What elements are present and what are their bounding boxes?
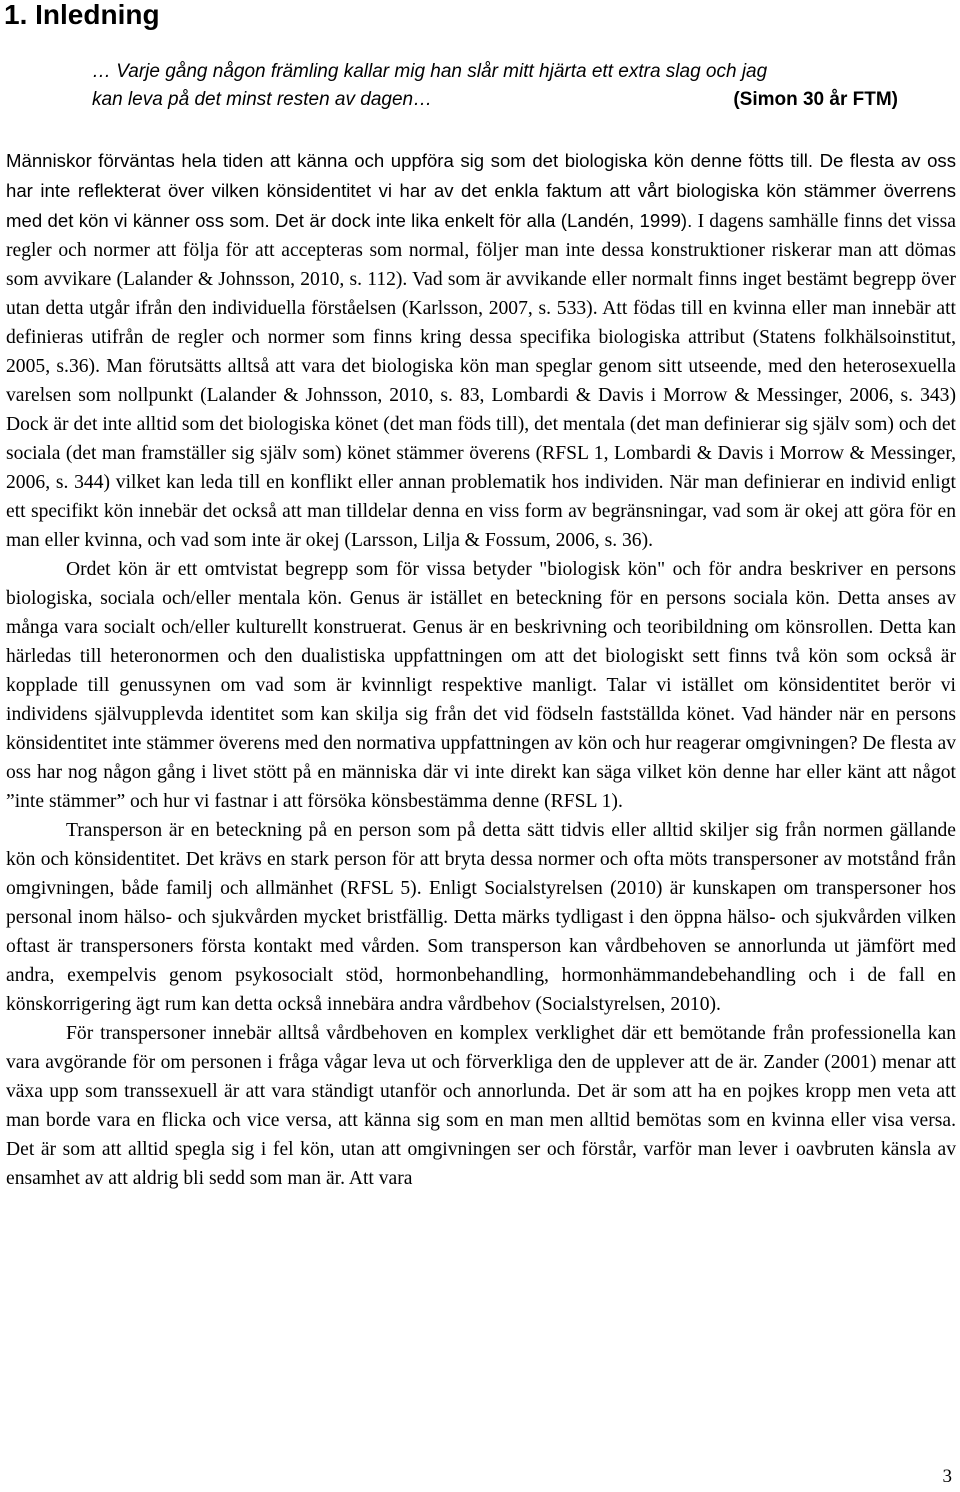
epigraph-quote	[92, 58, 900, 114]
page-number: 3	[942, 1466, 952, 1487]
quote-line-1: … Varje gång någon främling kallar mig han slår mitt hjärta ett extra slag och jag	[92, 61, 768, 82]
paragraph-3: Transperson är en beteckning på en person som på detta sätt tidvis eller alltid skiljer sig från normen gällande kön och könsidentitet. Det krävs en stark person för att bryta dessa normer och ofta möts transpersoner av motstånd från omgivningen, både familj och allmänhet (RFSL 5). Enligt Socialstyrelsen (2010) är kunskapen om transpersoner hos personal inom hälso- och sjukvården mycket bristfällig. Detta märks tydligast i den öppna hälso- och sjukvården vilken oftast är transpersoners första kontakt med vården. Som transperson kan vårdbehoven se annorlunda ut jämfört med andra, exempelvis genom psykosocialt stöd, hormonbehandling, hormonhämmandebehandling och i de fall en könskorrigering ägt rum kan detta också innebära andra vårdbehov (Socialstyrelsen, 2010).	[6, 820, 956, 1015]
quote-line-2-row	[92, 86, 900, 114]
paragraph-1	[6, 146, 956, 555]
paragraph-1-serif-segment: I dagens samhälle finns det vissa regler och normer att följa för att accepteras som normal, följer man inte dessa konstruktioner riskerar man att dömas som avvikare (Lalander & Johnsson, 2010, s. 112). Vad som är avvikande eller normalt finns inget bestämt begrepp över utan detta utgår ifrån den individuella förståelsen (Karlsson, 2007, s. 533). Att födas till en kvinna eller man innebär att definieras utifrån de regler och normer som finns kring dessa specifika biologiska attribut (Statens folkhälsoinstitut, 2005, s.36). Man förutsätts alltså att vara det biologiska kön man speglar genom sitt utseende, med den heterosexuella varelsen som nollpunkt (Lalander & Johnsson, 2010, s. 83, Lombardi & Davis i Morrow & Messinger, 2006, s. 343) Dock är det inte alltid som det biologiska könet (det man föds till), det mentala (det man definierar sig själv som) och det sociala (det man framställer sig själv som) könet stämmer överens (RFSL 1, Lombardi & Davis i Morrow & Messinger, 2006, s. 344) vilket kan leda till en konflikt eller annan problematik hos individen. När man definierar en individ enligt ett specifikt kön innebär det också att man tilldelar denna en viss form av begränsningar, vad som är okej att göra för en man eller kvinna, och vad som inte är okej (Larsson, Lilja & Fossum, 2006, s. 36).	[6, 211, 956, 551]
quote-attribution: (Simon 30 år FTM)	[733, 89, 898, 110]
body-text	[6, 146, 956, 1193]
paragraph-2: Ordet kön är ett omtvistat begrepp som för vissa betyder "biologisk kön" och för andra beskriver en persons biologiska, sociala och/eller mentala kön. Genus är istället en beteckning för en persons sociala kön. Detta anses av många vara socialt och/eller kulturellt konstruerat. Genus är en beskrivning och teoribildning om könsrollen. Detta kan härledas till heteronormen och den dualistiska uppfattningen om att det biologiskt sett finns två kön som också är kopplade till genussynen om vad som är kvinnligt respektive manligt. Talar vi istället om könsidentitet berör vi individens självupplevda identitet som kan skilja sig från det vid födseln fastställda könet. Vad händer när en persons könsidentitet inte stämmer överens med den normativa uppfattningen av kön och hur reagerar omgivningen? De flesta av oss har nog någon gång i livet stött på en människa där vi inte direkt kan säga vilket kön denne har eller känt att något ”inte stämmer” och hur vi fastnar i att försöka könsbestämma denne (RFSL 1).	[6, 559, 956, 812]
paragraph-1-sans-segment: Människor förväntas hela tiden att känna och uppföra sig som det biologiska kön denne fötts till. De flesta av oss har inte reflekterat över vilken könsidentitet vi har av det enkla faktum att vårt biologiska kön stämmer överrens med det kön vi känner oss som. Det är dock inte lika enkelt för alla (Landén, 1999).	[6, 150, 956, 231]
paragraph-4: För transpersoner innebär alltså vårdbehoven en komplex verklighet där ett bemötande från professionella kan vara avgörande för om personen i fråga vågar leva ut och förverkliga den de upplever att de är. Zander (2001) menar att växa upp som transsexuell är att vara ständigt utanför och annorlunda. Det är som att ha en pojkes kropp men veta att man borde vara en flicka och vice versa, att känna sig som en man men alltid bemötas som en kvinna eller visa versa. Det är som att alltid spegla sig i fel kön, utan att omgivningen ser och förstår, varför man lever i oavbruten känsla av ensamhet av att aldrig bli sedd som man är. Att vara	[6, 1023, 956, 1189]
quote-line-2: kan leva på det minst resten av dagen…	[92, 89, 433, 110]
section-heading: 1. Inledning	[4, 0, 160, 30]
